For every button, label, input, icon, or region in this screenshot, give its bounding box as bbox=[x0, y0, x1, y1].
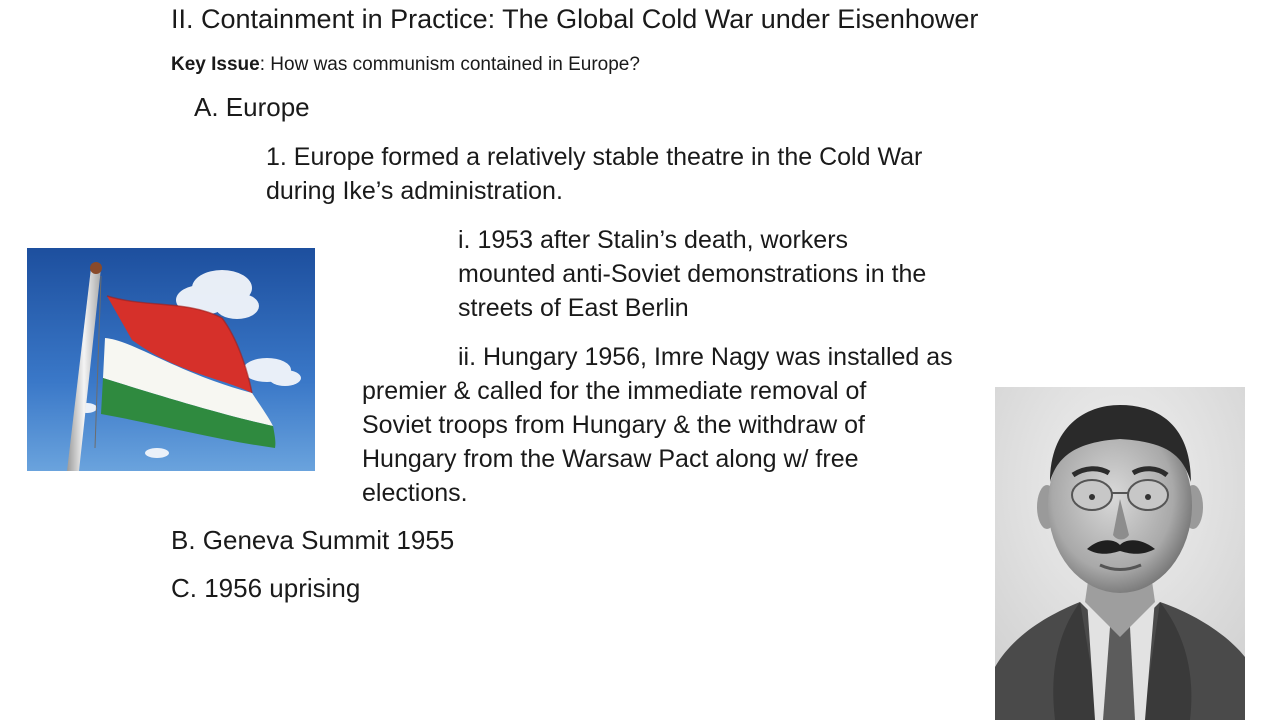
sub-point-i-line-1: i. 1953 after Stalin’s death, workers bbox=[458, 226, 849, 254]
key-issue-text: : How was communism contained in Europe? bbox=[259, 54, 640, 75]
sub-point-ii-line-4: Hungary from the Warsaw Pact along w/ free bbox=[362, 445, 859, 473]
slide-title: II. Containment in Practice: The Global Cold War under Eisenhower bbox=[171, 4, 979, 34]
point-1-line-2: during Ike’s administration. bbox=[266, 177, 563, 205]
sub-point-ii-line-3: Soviet troops from Hungary & the withdraw of bbox=[362, 411, 866, 439]
sub-point-i-line-3: streets of East Berlin bbox=[458, 294, 689, 322]
key-issue-label: Key Issue bbox=[171, 54, 260, 75]
section-b-heading: B. Geneva Summit 1955 bbox=[171, 525, 455, 555]
point-1-line-1: 1. Europe formed a relatively stable theatre in the Cold War bbox=[266, 143, 923, 171]
sub-point-ii-line-1: ii. Hungary 1956, Imre Nagy was installed as bbox=[458, 343, 953, 371]
sub-point-ii-line-5: elections. bbox=[362, 479, 468, 507]
section-a-heading: A. Europe bbox=[194, 92, 310, 122]
section-c-heading: C. 1956 uprising bbox=[171, 573, 361, 603]
sub-point-ii-line-2: premier & called for the immediate removal of bbox=[362, 377, 867, 405]
sub-point-i-line-2: mounted anti-Soviet demonstrations in the bbox=[458, 260, 927, 288]
key-issue bbox=[171, 54, 640, 76]
hungarian-flag-image bbox=[27, 248, 315, 471]
imre-nagy-portrait-image bbox=[995, 387, 1245, 720]
